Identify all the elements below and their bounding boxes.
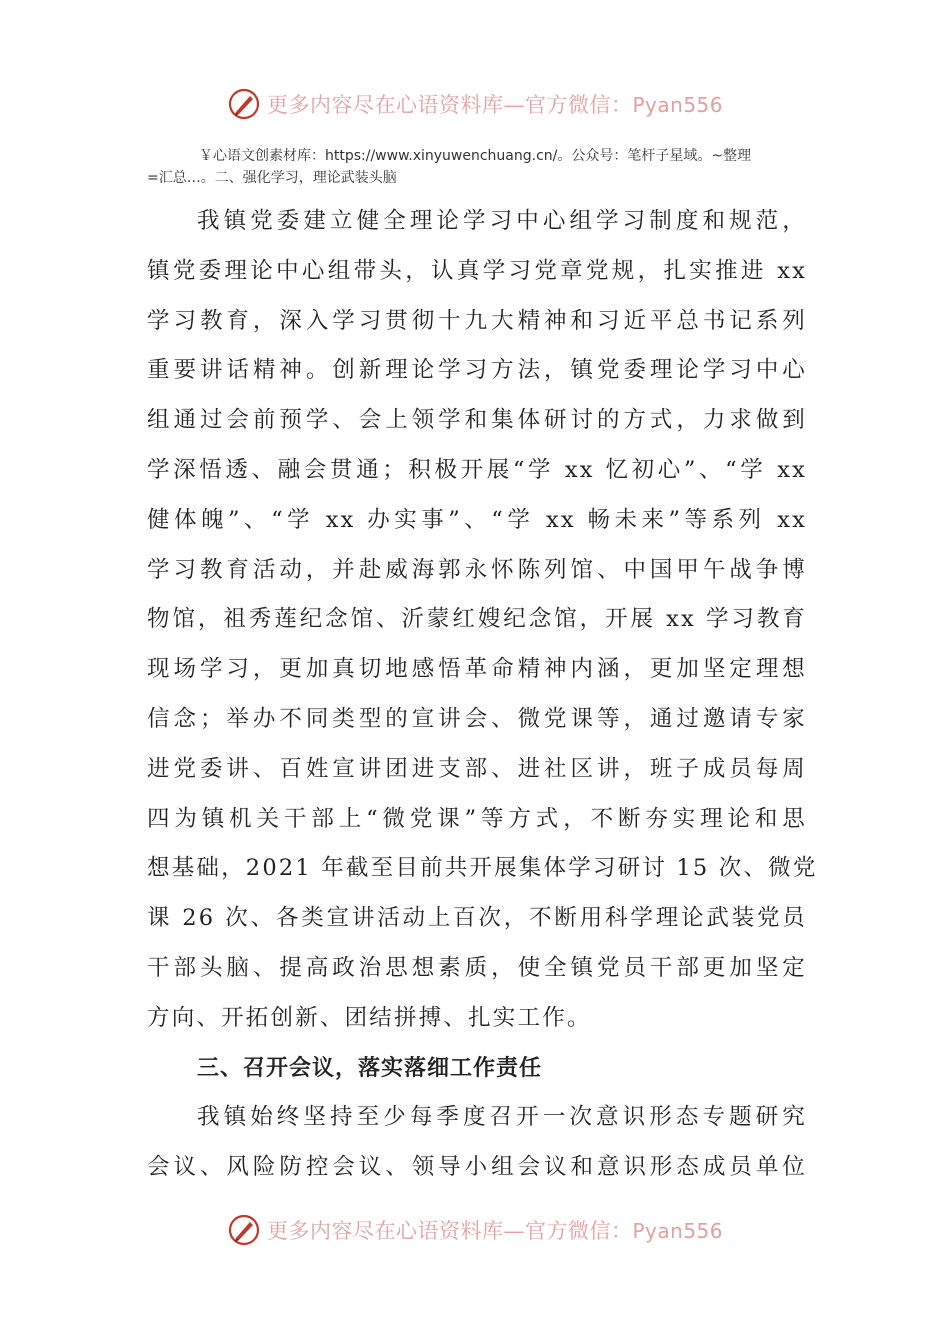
banner-cn-text: 更多内容尽在心语资料库—官方微信： xyxy=(266,93,633,117)
text-line: 信念；举办不同类型的宣讲会、微党课等，通过邀请专家 xyxy=(147,705,807,732)
text-line: 干部头脑、提高政治思想素质，使全镇党员干部更加坚定 xyxy=(147,954,807,981)
header-banner xyxy=(0,84,950,124)
text-line: 课 26 次、各类宣讲活动上百次，不断用科学理论武装党员 xyxy=(147,905,807,932)
text-line: 我镇始终坚持至少每季度召开一次意识形态专题研究 xyxy=(197,1104,807,1131)
section-heading-3: 三、召开会议，落实落细工作责任 xyxy=(197,1055,543,1081)
source-meta xyxy=(147,145,812,189)
banner-text xyxy=(267,89,723,119)
text-line: 方向、开拓创新、团结拼搏、扎实工作。 xyxy=(147,1004,592,1031)
text-line: 物馆，祖秀莲纪念馆、沂蒙红嫂纪念馆，开展 xx 学习教育 xyxy=(147,606,807,633)
text-line: 现场学习，更加真切地感悟革命精神内涵，更加坚定理想 xyxy=(147,656,807,683)
banner-cn-text: 更多内容尽在心语资料库—官方微信： xyxy=(266,1219,633,1243)
text-line: 健体魄”、“学 xx 办实事”、“学 xx 畅未来”等系列 xx xyxy=(147,506,807,533)
pen-logo-icon xyxy=(227,87,261,121)
text-line: 进党委讲、百姓宣讲团进支部、进社区讲，班子成员每周 xyxy=(147,755,807,782)
meta-line-1: ￥心语文创素材库：https://www.xinyuwenchuang.cn/。公众号：笔杆子星域。~整理 xyxy=(199,148,752,164)
text-line: 组通过会前预学、会上领学和集体研讨的方式，力求做到 xyxy=(147,407,807,434)
text-line: 学习教育，深入学习贯彻十九大精神和习近平总书记系列 xyxy=(147,307,807,334)
paragraph-theory-study xyxy=(147,197,818,1044)
text-line: 镇党委理论中心组带头，认真学习党章党规，扎实推进 xx xyxy=(147,257,807,284)
banner-wechat-id: Pyan556 xyxy=(632,1219,723,1243)
text-line: 学深悟透、融会贯通；积极开展“学 xx 忆初心”、“学 xx xyxy=(147,456,807,483)
paragraph-meetings xyxy=(147,1093,807,1193)
text-line: 重要讲话精神。创新理论学习方法，镇党委理论学习中心 xyxy=(147,357,807,384)
text-line: 学习教育活动，并赴威海郭永怀陈列馆、中国甲午战争博 xyxy=(147,556,807,583)
meta-line-2: =汇总…。二、强化学习，理论武装头脑 xyxy=(147,170,397,186)
banner-wechat-id: Pyan556 xyxy=(632,93,723,117)
document-body xyxy=(147,197,818,1193)
text-line: 四为镇机关干部上“微党课”等方式，不断夯实理论和思 xyxy=(147,805,807,832)
footer-banner xyxy=(0,1210,950,1250)
banner-text xyxy=(267,1215,723,1245)
pen-logo-icon xyxy=(227,1213,261,1247)
text-line: 想基础，2021 年截至目前共开展集体学习研讨 15 次、微党 xyxy=(147,855,818,882)
text-line: 我镇党委建立健全理论学习中心组学习制度和规范， xyxy=(197,208,807,234)
text-line: 会议、风险防控会议、领导小组会议和意识形态成员单位 xyxy=(147,1154,807,1181)
